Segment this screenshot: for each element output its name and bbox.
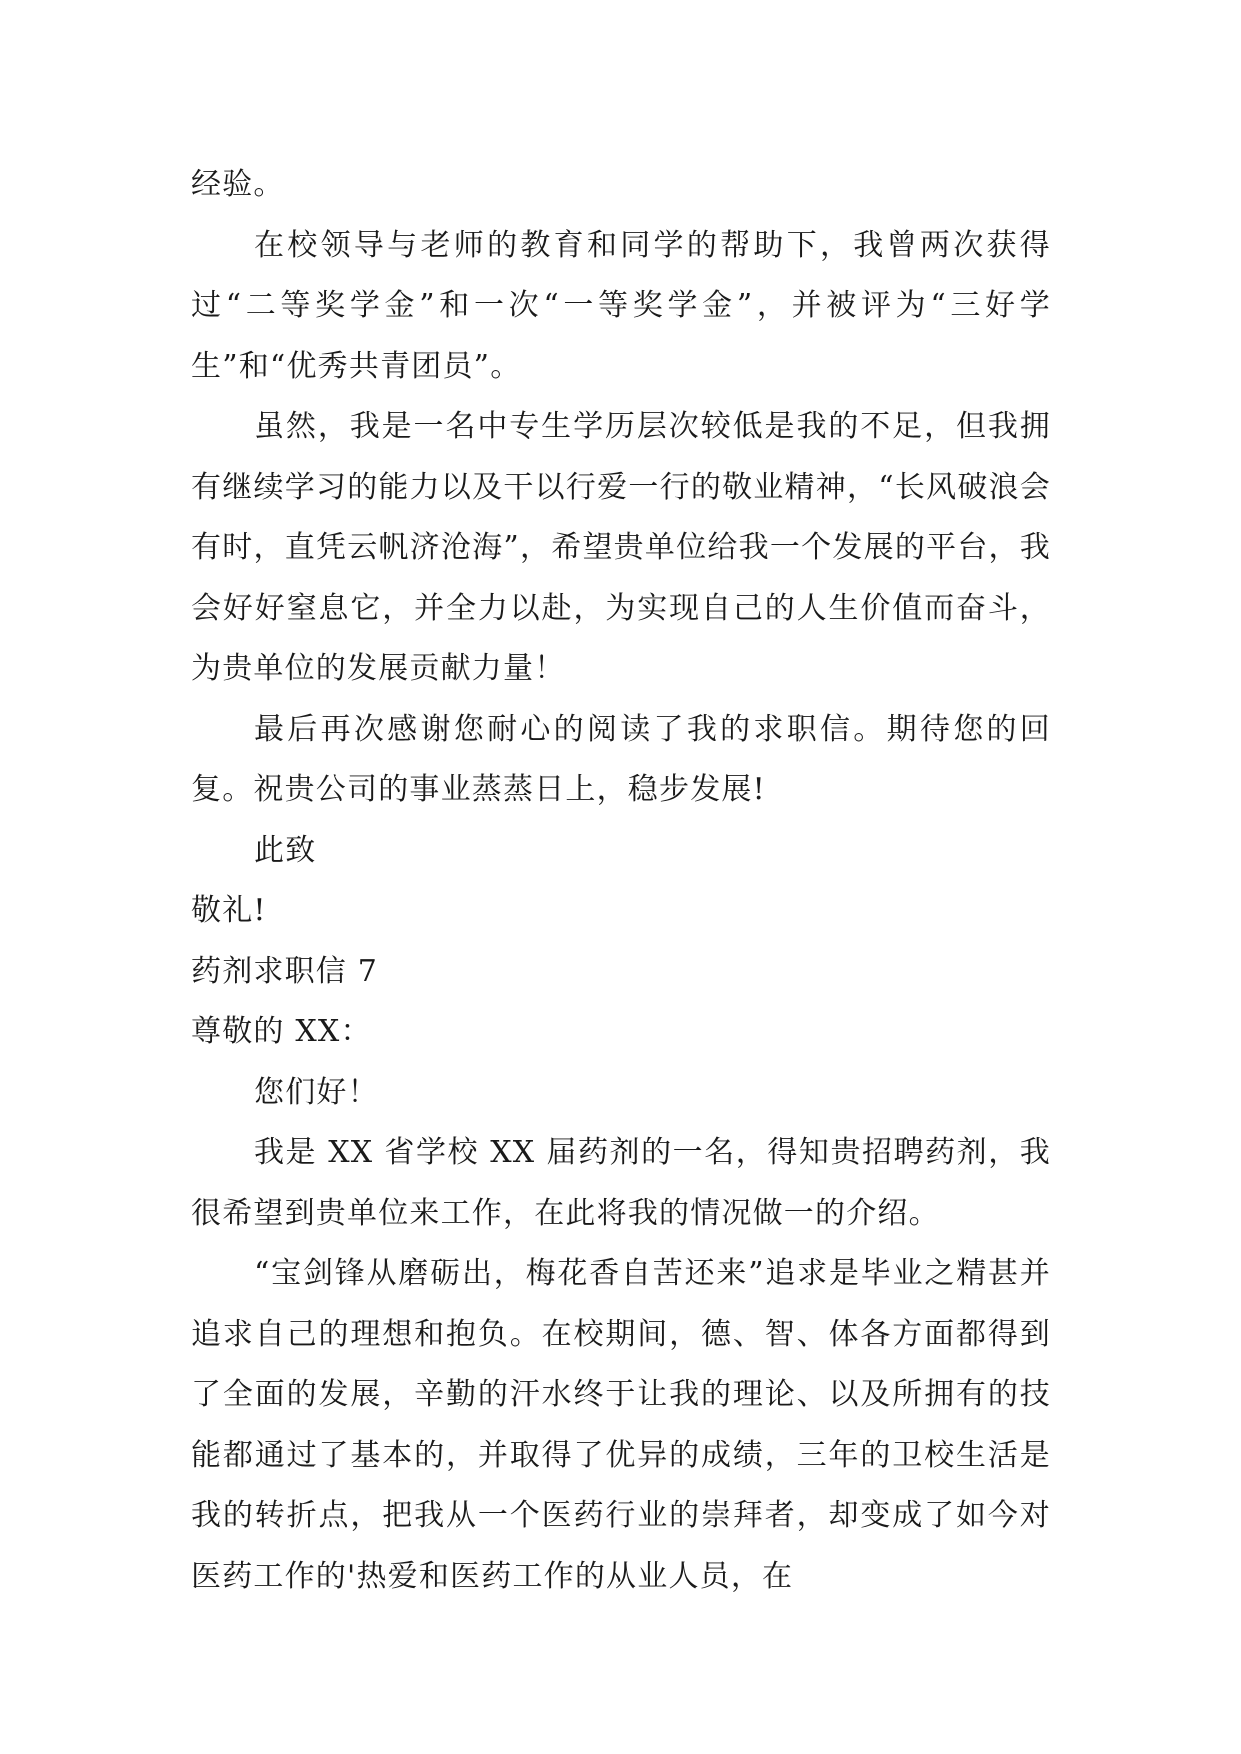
paragraph-experience-end: 经验。 [191,167,285,202]
paragraph-thanks: 最后再次感谢您耐心的阅读了我的求职信。期待您的回复。祝贵公司的事业蒸蒸日上，稳步发展! [191,711,1051,807]
closing-regards: 敬礼! [191,893,267,928]
letter-hello: 您们好！ [254,1074,379,1110]
paragraph-ambition: 虽然，我是一名中专生学历层次较低是我的不足，但我拥有继续学习的能力以及干以行爱一行的敬业精神，“长风破浪会有时，直凭云帆济沧海”，希望贵单位给我一个发展的平台，我会好好窒息它，并全力以赴，为实现自己的人生价值而奋斗，为贵单位的发展贡献力量！ [191,409,1051,686]
paragraph-introduction: 我是 XX 省学校 XX 届药剂的一名，得知贵招聘药剂，我很希望到贵单位来工作，在此将我的情况做一的介绍。 [191,1135,1051,1231]
paragraph-scholarships: 在校领导与老师的教育和同学的帮助下，我曾两次获得过“二等奖学金”和一次“一等奖学金”，并被评为“三好学生”和“优秀共青团员”。 [191,227,1051,384]
section-heading: 药剂求职信 7 [191,953,379,989]
paragraph-study-experience: “宝剑锋从磨砺出，梅花香自苦还来”追求是毕业之精甚并追求自己的理想和抱负。在校期间，德、智、体各方面都得到了全面的发展，辛勤的汗水终于让我的理论、以及所拥有的技能都通过了基本的，并取得了优异的成绩，三年的卫校生活是我的转折点，把我从一个医药行业的崇拜者，却变成了如今对医药工作的'热爱和医药工作的从业人员，在 [191,1256,1051,1594]
letter-greeting: 尊敬的 XX： [191,1014,372,1049]
closing-salutation: 此致 [254,832,317,868]
document-body [191,155,1051,1607]
